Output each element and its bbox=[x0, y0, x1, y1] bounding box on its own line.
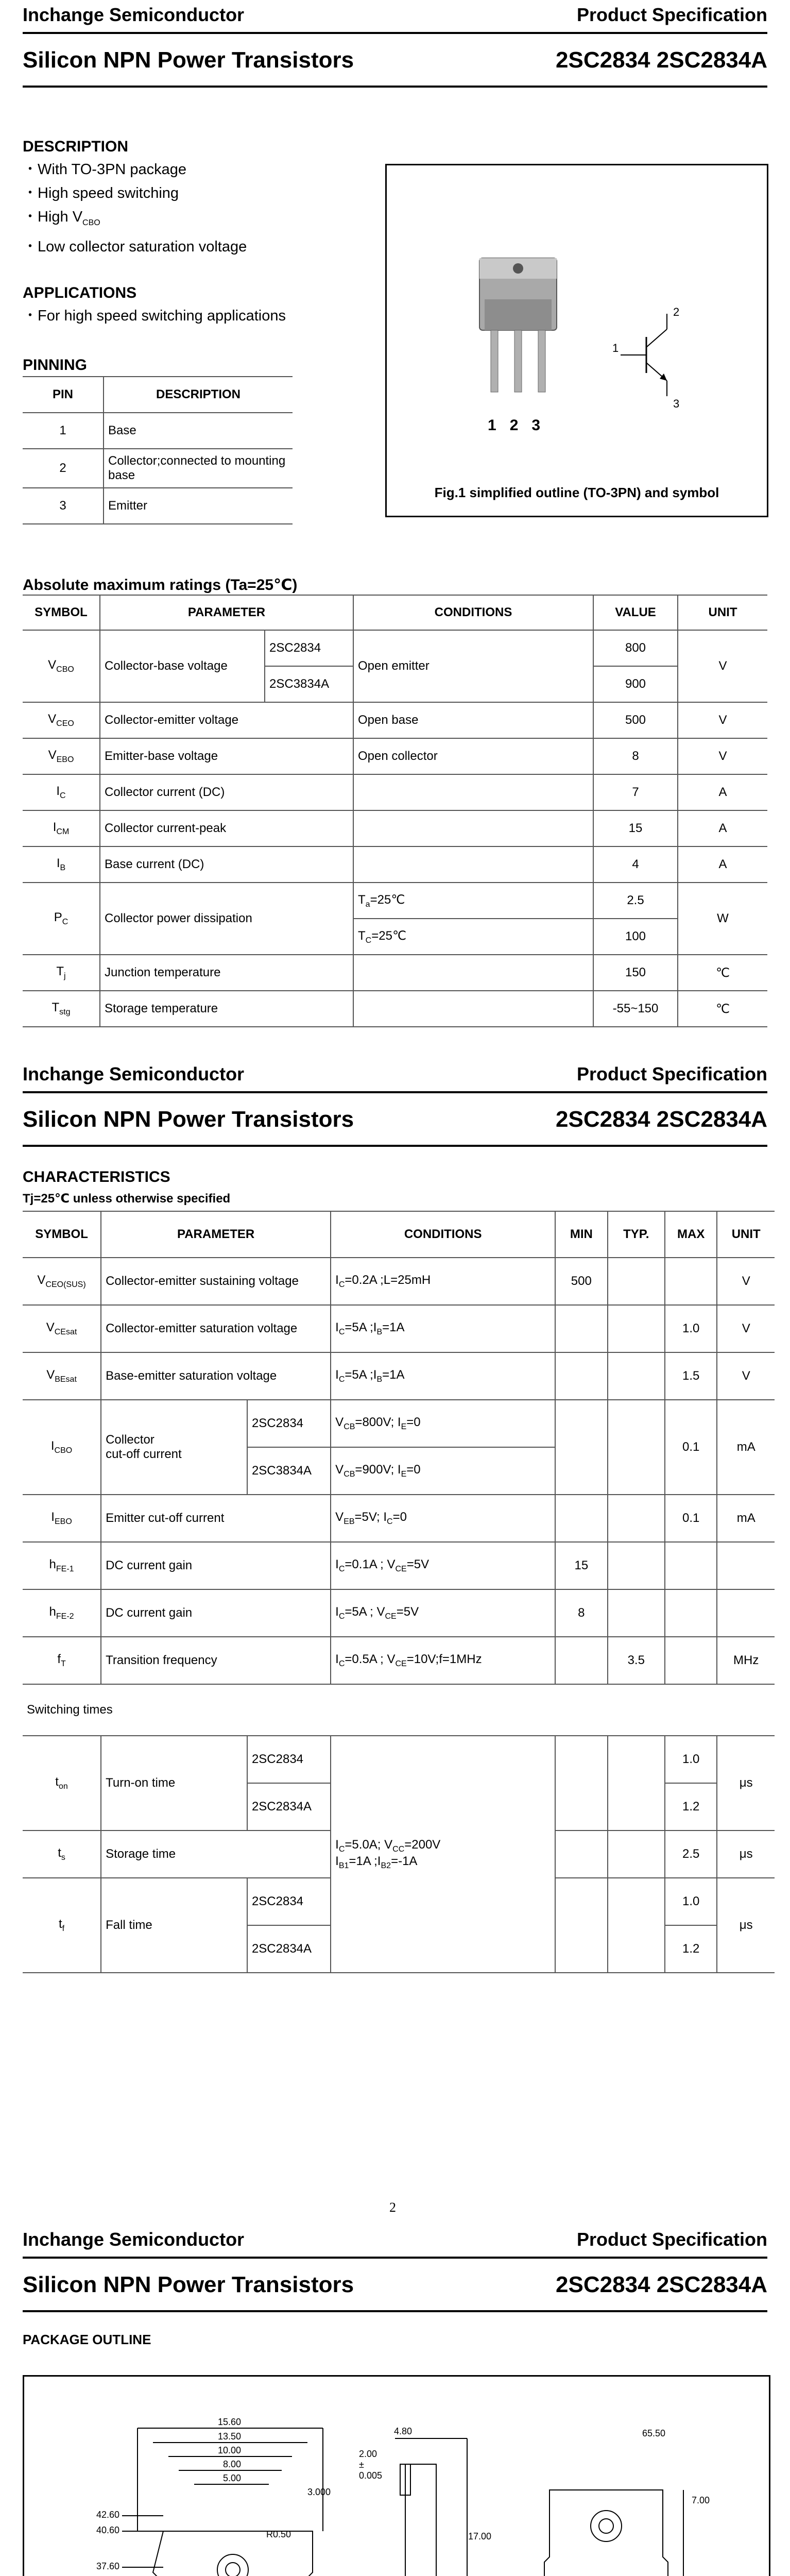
product-line: Silicon NPN Power Transistors bbox=[23, 47, 354, 73]
conditions-cell: $V_{EB}=5V$; $I_C=0$ bbox=[331, 1495, 555, 1542]
symbol-cell: $V_{CEO}$ bbox=[23, 702, 100, 738]
npn-symbol-icon bbox=[615, 303, 693, 412]
max-cell: 0.1 bbox=[665, 1400, 717, 1495]
symbol-cell: $h_{FE-1}$ bbox=[23, 1542, 101, 1589]
product-line: Silicon NPN Power Transistors bbox=[23, 2272, 354, 2297]
pin-number: 3 bbox=[23, 488, 104, 524]
symbol-cell: $I_C$ bbox=[23, 774, 100, 810]
value-cell: 150 bbox=[593, 955, 678, 991]
pin-description: Emitter bbox=[104, 488, 293, 524]
symbol-cell: $V_{EBO}$ bbox=[23, 738, 100, 774]
col-header: SYMBOL bbox=[23, 595, 100, 630]
col-header: UNIT bbox=[717, 1211, 775, 1258]
page-header bbox=[23, 1063, 767, 1085]
conditions-cell: $V_{CB}=800V$; $I_E=0$ bbox=[331, 1400, 555, 1447]
conditions-cell bbox=[353, 810, 593, 846]
part-cell: 2SC2834 bbox=[247, 1878, 331, 1925]
typ-cell bbox=[608, 1495, 665, 1542]
product-line: Silicon NPN Power Transistors bbox=[23, 1107, 354, 1132]
header-rule bbox=[23, 1091, 767, 1093]
unit-cell: V bbox=[717, 1258, 775, 1305]
title-rule bbox=[23, 1145, 767, 1147]
symbol-cell: $V_{CEsat}$ bbox=[23, 1305, 101, 1352]
characteristics-table bbox=[23, 1211, 775, 1973]
symbol-cell: $I_{CM}$ bbox=[23, 810, 100, 846]
unit-cell: A bbox=[678, 810, 767, 846]
table-row bbox=[23, 991, 767, 1027]
unit-cell: W bbox=[678, 883, 767, 955]
parameter-cell: Base current (DC) bbox=[100, 846, 353, 883]
table-row bbox=[23, 413, 293, 449]
table-row bbox=[23, 630, 767, 666]
value-cell: 100 bbox=[593, 919, 678, 955]
max-cell bbox=[665, 1542, 717, 1589]
parameter-cell: Storage time bbox=[101, 1831, 331, 1878]
col-header: TYP. bbox=[608, 1211, 665, 1258]
doc-type: Product Specification bbox=[576, 1063, 767, 1084]
symbol-cell: $I_{CBO}$ bbox=[23, 1400, 101, 1495]
switching-conditions-cell: $I_C=5.0A$; $V_{CC}=200V$ $I_{B1}=1A$ $;I_{B2}=-1A$ bbox=[331, 1736, 555, 1973]
unit-cell: V bbox=[678, 702, 767, 738]
table-row bbox=[23, 1211, 775, 1258]
parameter-cell: Fall time bbox=[101, 1878, 247, 1973]
conditions-cell: $T_a=25℃$ bbox=[353, 883, 593, 919]
conditions-cell: $I_C=0.5A$ ; $V_{CE}=10V;f=1MHz$ bbox=[331, 1637, 555, 1684]
parameter-cell: Storage temperature bbox=[100, 991, 353, 1027]
unit-cell: V bbox=[717, 1305, 775, 1352]
max-cell bbox=[665, 1637, 717, 1684]
table-row bbox=[23, 774, 767, 810]
typ-cell bbox=[608, 1352, 665, 1400]
max-cell: 1.0 bbox=[665, 1878, 717, 1925]
description-item: ・High speed switching bbox=[23, 185, 179, 201]
unit-cell: ℃ bbox=[678, 991, 767, 1027]
symbol-cell: $t_{on}$ bbox=[23, 1736, 101, 1831]
application-item: ・For high speed switching applications bbox=[23, 308, 286, 324]
max-cell bbox=[665, 1589, 717, 1637]
pin-number-labels: 1 2 3 bbox=[488, 417, 541, 434]
value-cell: 4 bbox=[593, 846, 678, 883]
parameter-cell: Collector-emitter sustaining voltage bbox=[101, 1258, 331, 1305]
company-name: Inchange Semiconductor bbox=[23, 1063, 245, 1084]
min-cell bbox=[555, 1637, 607, 1684]
title-rule bbox=[23, 86, 767, 88]
figure-1 bbox=[385, 164, 768, 517]
col-header: PARAMETER bbox=[101, 1211, 331, 1258]
typ-cell bbox=[608, 1258, 665, 1305]
description-title: DESCRIPTION bbox=[23, 138, 129, 155]
value-cell: 900 bbox=[593, 666, 678, 702]
symbol-cell: $f_T$ bbox=[23, 1637, 101, 1684]
parameter-cell: Collector current-peak bbox=[100, 810, 353, 846]
unit-cell: V bbox=[678, 738, 767, 774]
unit-cell: μs bbox=[717, 1736, 775, 1831]
description-list bbox=[23, 158, 247, 259]
col-header: MIN bbox=[555, 1211, 607, 1258]
symbol-collector-label: 2 bbox=[673, 306, 680, 318]
part-cell: 2SC2834A bbox=[247, 1925, 331, 1973]
conditions-cell: $I_C=5A$ $;I_B=1A$ bbox=[331, 1352, 555, 1400]
table-row bbox=[23, 810, 767, 846]
value-cell: 7 bbox=[593, 774, 678, 810]
figure-1-caption: Fig.1 simplified outline (TO-3PN) and symbol bbox=[434, 485, 719, 500]
title-row bbox=[23, 1107, 767, 1132]
col-header: CONDITIONS bbox=[331, 1211, 555, 1258]
pinning-title: PINNING bbox=[23, 357, 88, 374]
col-header: PARAMETER bbox=[100, 595, 353, 630]
page-header bbox=[23, 2229, 767, 2250]
applications-title: APPLICATIONS bbox=[23, 284, 137, 301]
symbol-cell: $h_{FE-2}$ bbox=[23, 1589, 101, 1637]
symbol-cell: $t_s$ bbox=[23, 1831, 101, 1878]
conditions-cell bbox=[353, 774, 593, 810]
unit-cell bbox=[717, 1589, 775, 1637]
part-cell: 2SC3834A bbox=[265, 666, 353, 702]
pin-header: PIN bbox=[23, 377, 104, 413]
table-row bbox=[23, 488, 293, 524]
table-row bbox=[23, 595, 767, 630]
table-row bbox=[23, 1495, 775, 1542]
max-cell: 1.2 bbox=[665, 1925, 717, 1973]
part-numbers: 2SC2834 2SC2834A bbox=[556, 1107, 767, 1132]
max-cell bbox=[665, 1258, 717, 1305]
symbol-cell: $I_B$ bbox=[23, 846, 100, 883]
min-cell bbox=[555, 1352, 607, 1400]
unit-cell: A bbox=[678, 774, 767, 810]
min-cell bbox=[555, 1495, 607, 1542]
symbol-base-label: 1 bbox=[612, 342, 619, 354]
package-front-view bbox=[35, 2387, 354, 2576]
min-cell: 15 bbox=[555, 1542, 607, 1589]
page-number: 2 bbox=[389, 2200, 396, 2215]
symbol-cell: $V_{CEO(SUS)}$ bbox=[23, 1258, 101, 1305]
col-header: SYMBOL bbox=[23, 1211, 101, 1258]
characteristics-subtitle: Tj=25℃ unless otherwise specified bbox=[23, 1192, 231, 1206]
parameter-cell: Collector-base voltage bbox=[100, 630, 265, 702]
pin-description: Collector;connected to mounting base bbox=[104, 449, 293, 488]
table-row bbox=[23, 846, 767, 883]
description-item: ・High $V_{CBO}$ bbox=[23, 209, 100, 227]
parameter-cell: Collector cut-off current bbox=[101, 1400, 247, 1495]
package-rear-view bbox=[519, 2387, 725, 2576]
conditions-cell: $I_C=5A$ ; $V_{CE}=5V$ bbox=[331, 1589, 555, 1637]
absmax-title: Absolute maximum ratings (Ta=25℃) bbox=[23, 577, 298, 594]
part-cell: 2SC2834 bbox=[265, 630, 353, 666]
unit-cell: A bbox=[678, 846, 767, 883]
description-header: DESCRIPTION bbox=[104, 377, 293, 413]
pin-number: 1 bbox=[23, 413, 104, 449]
description-item: ・With TO-3PN package bbox=[23, 161, 187, 178]
typ-cell bbox=[608, 1400, 665, 1495]
part-numbers: 2SC2834 2SC2834A bbox=[556, 47, 767, 73]
table-row bbox=[23, 702, 767, 738]
description-item: ・Low collector saturation voltage bbox=[23, 238, 247, 255]
typ-cell bbox=[608, 1589, 665, 1637]
table-row bbox=[23, 1736, 775, 1783]
parameter-cell: Collector-emitter saturation voltage bbox=[101, 1305, 331, 1352]
pinning-table bbox=[23, 376, 293, 524]
unit-cell: mA bbox=[717, 1400, 775, 1495]
max-cell: 1.2 bbox=[665, 1783, 717, 1831]
header-rule bbox=[23, 2257, 767, 2259]
typ-cell bbox=[608, 1831, 665, 1878]
min-cell bbox=[555, 1831, 607, 1878]
table-row bbox=[23, 1352, 775, 1400]
symbol-cell: $V_{CBO}$ bbox=[23, 630, 100, 702]
title-row bbox=[23, 47, 767, 73]
figure-2: 15.60 13.50 10.00 8.00 5.00 42.60 40.60 37.60 3.000 4.80 2.00 ± 0.005 17.00 7.00 65.50 R0.50 bbox=[23, 2375, 770, 2576]
max-cell: 1.0 bbox=[665, 1305, 717, 1352]
unit-cell: V bbox=[678, 630, 767, 702]
min-cell: 500 bbox=[555, 1258, 607, 1305]
min-cell: 8 bbox=[555, 1589, 607, 1637]
title-row bbox=[23, 2272, 767, 2298]
table-row bbox=[23, 738, 767, 774]
table-row bbox=[23, 1542, 775, 1589]
conditions-cell: Open collector bbox=[353, 738, 593, 774]
max-cell: 1.5 bbox=[665, 1352, 717, 1400]
applications-list bbox=[23, 304, 286, 328]
parameter-cell: DC current gain bbox=[101, 1589, 331, 1637]
typ-cell bbox=[608, 1305, 665, 1352]
part-cell: 2SC2834A bbox=[247, 1783, 331, 1831]
parameter-cell: Transition frequency bbox=[101, 1637, 331, 1684]
absmax-table bbox=[23, 595, 767, 1027]
parameter-cell: Collector current (DC) bbox=[100, 774, 353, 810]
value-cell: 500 bbox=[593, 702, 678, 738]
max-cell: 2.5 bbox=[665, 1831, 717, 1878]
symbol-emitter-label: 3 bbox=[673, 397, 680, 410]
symbol-cell: $T_j$ bbox=[23, 955, 100, 991]
conditions-cell: Open base bbox=[353, 702, 593, 738]
header-rule bbox=[23, 32, 767, 34]
unit-cell: ℃ bbox=[678, 955, 767, 991]
parameter-cell: Turn-on time bbox=[101, 1736, 247, 1831]
col-header: UNIT bbox=[678, 595, 767, 630]
part-numbers: 2SC2834 2SC2834A bbox=[556, 2272, 767, 2297]
page-3 bbox=[0, 2226, 790, 2576]
table-row bbox=[23, 1400, 775, 1447]
typ-cell bbox=[608, 1542, 665, 1589]
doc-type: Product Specification bbox=[576, 2229, 767, 2250]
table-row bbox=[23, 1258, 775, 1305]
conditions-cell: Open emitter bbox=[353, 630, 593, 702]
parameter-cell: Emitter-base voltage bbox=[100, 738, 353, 774]
parameter-cell: DC current gain bbox=[101, 1542, 331, 1589]
package-outline-title: PACKAGE OUTLINE bbox=[23, 2332, 151, 2347]
title-rule bbox=[23, 2310, 767, 2312]
parameter-cell: Junction temperature bbox=[100, 955, 353, 991]
table-row bbox=[23, 1684, 775, 1736]
pin-number: 2 bbox=[23, 449, 104, 488]
value-cell: 15 bbox=[593, 810, 678, 846]
conditions-cell: $I_C=5A$ $;I_B=1A$ bbox=[331, 1305, 555, 1352]
table-row bbox=[23, 1589, 775, 1637]
parameter-cell: Emitter cut-off current bbox=[101, 1495, 331, 1542]
switching-times-label: Switching times bbox=[23, 1684, 775, 1736]
part-cell: 2SC3834A bbox=[247, 1447, 331, 1495]
symbol-cell: $V_{BEsat}$ bbox=[23, 1352, 101, 1400]
parameter-cell: Base-emitter saturation voltage bbox=[101, 1352, 331, 1400]
symbol-cell: $P_C$ bbox=[23, 883, 100, 955]
table-row bbox=[23, 1305, 775, 1352]
typ-cell bbox=[608, 1736, 665, 1831]
table-row bbox=[23, 377, 293, 413]
table-row bbox=[23, 883, 767, 919]
table-row bbox=[23, 955, 767, 991]
doc-type: Product Specification bbox=[576, 4, 767, 25]
part-cell: 2SC2834 bbox=[247, 1400, 331, 1447]
conditions-cell bbox=[353, 991, 593, 1027]
company-name: Inchange Semiconductor bbox=[23, 2229, 245, 2250]
symbol-cell: $t_f$ bbox=[23, 1878, 101, 1973]
page-2 bbox=[0, 1056, 790, 2221]
min-cell bbox=[555, 1400, 607, 1495]
conditions-cell: $I_C=0.1A$ ; $V_{CE}=5V$ bbox=[331, 1542, 555, 1589]
conditions-cell bbox=[353, 955, 593, 991]
pin-description: Base bbox=[104, 413, 293, 449]
company-name: Inchange Semiconductor bbox=[23, 4, 245, 25]
package-side-view bbox=[364, 2387, 498, 2576]
unit-cell: V bbox=[717, 1352, 775, 1400]
value-cell: 2.5 bbox=[593, 883, 678, 919]
value-cell: -55~150 bbox=[593, 991, 678, 1027]
part-cell: 2SC2834 bbox=[247, 1736, 331, 1783]
unit-cell: μs bbox=[717, 1831, 775, 1878]
characteristics-title: CHARACTERISTICS bbox=[23, 1168, 170, 1185]
conditions-cell bbox=[353, 846, 593, 883]
col-header: VALUE bbox=[593, 595, 678, 630]
conditions-cell: $T_C=25℃$ bbox=[353, 919, 593, 955]
unit-cell: μs bbox=[717, 1878, 775, 1973]
min-cell bbox=[555, 1305, 607, 1352]
col-header: MAX bbox=[665, 1211, 717, 1258]
min-cell bbox=[555, 1736, 607, 1831]
symbol-cell: $I_{EBO}$ bbox=[23, 1495, 101, 1542]
page-header bbox=[23, 4, 767, 26]
value-cell: 8 bbox=[593, 738, 678, 774]
conditions-cell: $I_C=0.2A$ ;L=25mH bbox=[331, 1258, 555, 1305]
unit-cell bbox=[717, 1542, 775, 1589]
unit-cell: MHz bbox=[717, 1637, 775, 1684]
parameter-cell: Collector-emitter voltage bbox=[100, 702, 353, 738]
symbol-cell: $T_{stg}$ bbox=[23, 991, 100, 1027]
conditions-cell: $V_{CB}=900V$; $I_E=0$ bbox=[331, 1447, 555, 1495]
max-cell: 1.0 bbox=[665, 1736, 717, 1783]
unit-cell: mA bbox=[717, 1495, 775, 1542]
table-row bbox=[23, 1637, 775, 1684]
max-cell: 0.1 bbox=[665, 1495, 717, 1542]
col-header: CONDITIONS bbox=[353, 595, 593, 630]
typ-cell bbox=[608, 1878, 665, 1973]
typ-cell: 3.5 bbox=[608, 1637, 665, 1684]
table-row bbox=[23, 449, 293, 488]
min-cell bbox=[555, 1878, 607, 1973]
parameter-cell: Collector power dissipation bbox=[100, 883, 353, 955]
page-1 bbox=[0, 0, 790, 1061]
value-cell: 800 bbox=[593, 630, 678, 666]
